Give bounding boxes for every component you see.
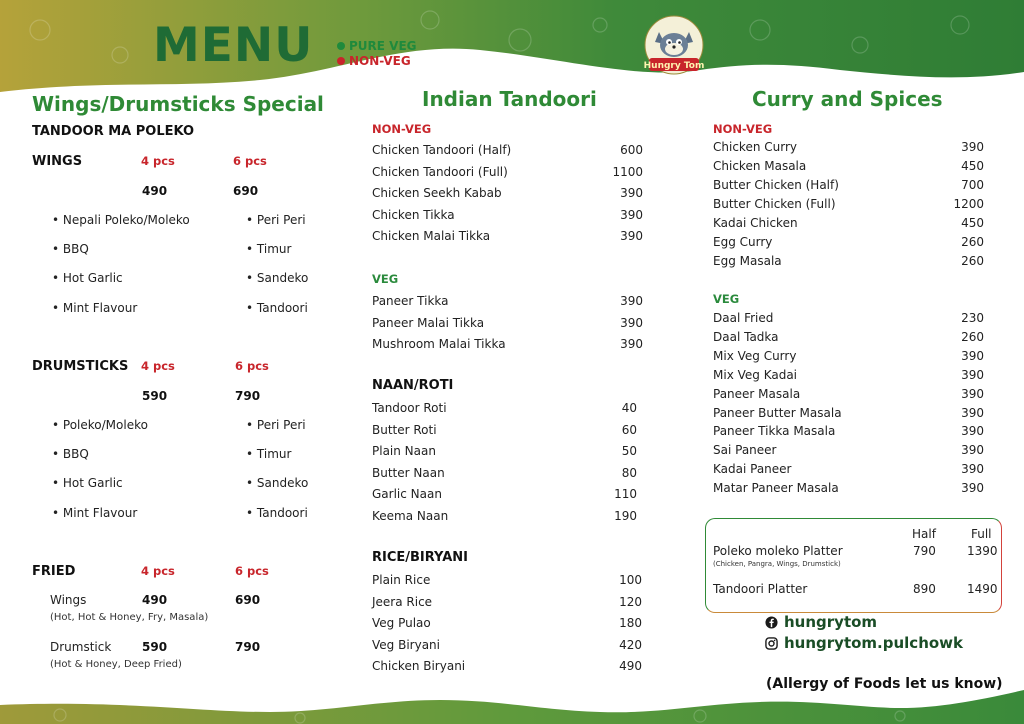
menu-item-row xyxy=(372,467,637,479)
menu-item-name: Paneer Malai Tikka xyxy=(372,315,485,330)
menu-item-name: Chicken Tikka xyxy=(372,207,455,222)
fried-item-price-6: 790 xyxy=(235,640,261,654)
wings-flavour-item: • Sandeko xyxy=(246,271,309,285)
menu-item-row xyxy=(713,463,984,475)
menu-item-price: 1100 xyxy=(612,164,643,179)
menu-item-name: Chicken Malai Tikka xyxy=(372,229,491,244)
menu-item-name: Sai Paneer xyxy=(713,443,777,458)
wings-flavour-item: • Mint Flavour xyxy=(52,301,138,315)
wings-flavour-item: • Hot Garlic xyxy=(52,271,123,285)
nonveg-dot-icon xyxy=(337,57,345,65)
menu-item-price: 390 xyxy=(961,367,984,382)
drumsticks-flavour-item: • Sandeko xyxy=(246,476,309,490)
menu-item-price: 60 xyxy=(621,422,637,437)
menu-item-price: 230 xyxy=(961,311,984,325)
menu-item-price: 260 xyxy=(961,235,984,249)
menu-item-row xyxy=(713,312,984,324)
menu-item-price: 390 xyxy=(961,481,984,496)
curry-section-title: Curry and Spices xyxy=(752,87,943,111)
menu-item-row xyxy=(713,350,984,362)
menu-item-price: 390 xyxy=(620,337,643,351)
wings-flavour-item: • Nepali Poleko/Moleko xyxy=(52,213,190,227)
menu-item-price: 420 xyxy=(619,637,642,652)
menu-item-name: Keema Naan xyxy=(372,509,449,523)
instagram-icon xyxy=(765,637,778,650)
menu-item-name: Chicken Seekh Kabab xyxy=(372,186,502,201)
tandoori-section-title: Indian Tandoori xyxy=(422,87,597,111)
menu-item-name: Veg Biryani xyxy=(372,637,440,652)
wings-flavour-item: • Timur xyxy=(246,242,292,256)
menu-item-row xyxy=(713,331,984,343)
menu-item-row xyxy=(372,338,643,350)
menu-item-name: Mushroom Malai Tikka xyxy=(372,337,506,351)
menu-item-price: 180 xyxy=(619,616,642,631)
instagram-handle-text: hungrytom.pulchowk xyxy=(784,634,964,652)
facebook-handle-text: hungrytom xyxy=(784,613,878,631)
legend-nonveg-label: NON-VEG xyxy=(349,54,411,68)
rice-biryani-heading: RICE/BIRYANI xyxy=(372,550,469,565)
menu-item-name: Tandoor Roti xyxy=(372,401,447,415)
menu-item-name: Daal Fried xyxy=(713,311,774,325)
menu-item-name: Kadai Paneer xyxy=(713,462,792,477)
fried-item-note: (Hot & Honey, Deep Fried) xyxy=(50,659,182,670)
drumsticks-price-6: 790 xyxy=(235,389,261,403)
menu-item-price: 390 xyxy=(620,315,643,330)
platter-name: Poleko moleko Platter xyxy=(713,544,843,558)
tom-cat-logo-icon xyxy=(641,14,707,76)
menu-item-name: Paneer Masala xyxy=(713,386,801,401)
wings-qty-6: 6 pcs xyxy=(233,154,267,168)
menu-item-name: Paneer Tikka xyxy=(372,294,449,308)
fried-qty-4: 4 pcs xyxy=(141,564,175,578)
menu-item-row xyxy=(713,160,984,172)
platter-col-full: Full xyxy=(971,527,992,541)
menu-item-price: 100 xyxy=(619,573,642,587)
menu-item-price: 390 xyxy=(620,207,643,222)
menu-item-price: 450 xyxy=(961,216,984,230)
wings-section-title: Wings/Drumsticks Special xyxy=(32,92,324,116)
menu-item-price: 40 xyxy=(621,401,637,415)
menu-item-name: Chicken Tandoori (Half) xyxy=(372,143,512,157)
platter-price-full: 1490 xyxy=(967,582,998,596)
facebook-icon xyxy=(765,616,778,629)
menu-item-price: 390 xyxy=(961,443,984,458)
drumsticks-flavour-item: • BBQ xyxy=(52,447,89,461)
wings-label: WINGS xyxy=(32,154,83,169)
wings-qty-4: 4 pcs xyxy=(141,154,175,168)
allergy-note: (Allergy of Foods let us know) xyxy=(766,676,1003,692)
platter-col-half: Half xyxy=(912,527,936,541)
menu-item-name: Butter Roti xyxy=(372,422,437,437)
menu-item-row xyxy=(372,402,637,414)
menu-item-name: Butter Chicken (Half) xyxy=(713,178,839,192)
menu-item-price: 50 xyxy=(621,444,637,459)
menu-item-name: Chicken Tandoori (Full) xyxy=(372,164,508,179)
menu-item-price: 390 xyxy=(620,229,643,244)
platter-price-half: 890 xyxy=(913,582,936,596)
menu-item-name: Mix Veg Kadai xyxy=(713,367,798,382)
menu-item-row xyxy=(372,488,637,500)
menu-item-price: 390 xyxy=(961,405,984,420)
tandoori-veg-label: VEG xyxy=(372,272,399,286)
menu-item-price: 110 xyxy=(614,487,637,502)
menu-item-price: 190 xyxy=(614,509,637,523)
menu-item-name: Veg Pulao xyxy=(372,616,431,631)
menu-item-row xyxy=(713,444,984,456)
menu-item-name: Jeera Rice xyxy=(372,594,433,609)
menu-item-name: Daal Tadka xyxy=(713,329,779,344)
menu-item-row xyxy=(372,187,643,199)
menu-item-row xyxy=(372,209,643,221)
menu-item-row xyxy=(713,198,984,210)
menu-item-price: 80 xyxy=(621,465,637,480)
menu-item-row xyxy=(372,317,643,329)
menu-item-name: Egg Masala xyxy=(713,254,782,268)
menu-item-price: 120 xyxy=(619,594,642,609)
menu-item-price: 1200 xyxy=(953,197,984,211)
platter-note: (Chicken, Pangra, Wings, Drumstick) xyxy=(713,560,841,568)
menu-item-row xyxy=(372,510,637,522)
drumsticks-flavour-item: • Poleko/Moleko xyxy=(52,418,148,432)
facebook-handle[interactable] xyxy=(765,615,877,630)
menu-title: MENU xyxy=(153,18,314,73)
tandoor-subtitle: TANDOOR MA POLEKO xyxy=(32,124,195,139)
menu-item-row xyxy=(713,236,984,248)
menu-item-row xyxy=(372,596,642,608)
platter-name: Tandoori Platter xyxy=(713,582,808,596)
menu-item-name: Plain Rice xyxy=(372,573,431,587)
wings-price-4: 490 xyxy=(142,184,168,198)
wings-flavour-item: • BBQ xyxy=(52,242,89,256)
wings-price-6: 690 xyxy=(233,184,259,198)
curry-veg-label: VEG xyxy=(713,292,740,306)
menu-item-row xyxy=(372,639,642,651)
fried-item-name: Drumstick xyxy=(50,640,112,654)
drumsticks-label: DRUMSTICKS xyxy=(32,359,129,374)
menu-item-price: 600 xyxy=(620,143,643,157)
drumsticks-flavour-item: • Tandoori xyxy=(246,506,308,520)
platter-price-full: 1390 xyxy=(967,544,998,558)
fried-item-price-4: 590 xyxy=(142,640,168,654)
menu-item-row xyxy=(372,295,643,307)
drumsticks-flavour-item: • Mint Flavour xyxy=(52,506,138,520)
veg-dot-icon xyxy=(337,42,345,50)
wings-flavour-item: • Tandoori xyxy=(246,301,308,315)
naan-roti-heading: NAAN/ROTI xyxy=(372,378,454,393)
menu-item-row xyxy=(372,574,642,586)
menu-item-name: Egg Curry xyxy=(713,235,773,249)
platter-price-half: 790 xyxy=(913,544,936,558)
menu-item-price: 390 xyxy=(961,386,984,401)
tandoori-nonveg-label: NON-VEG xyxy=(372,122,432,136)
menu-item-row xyxy=(372,230,643,242)
menu-item-price: 490 xyxy=(619,659,642,674)
menu-item-price: 390 xyxy=(961,348,984,363)
drumsticks-price-4: 590 xyxy=(142,389,168,403)
menu-item-name: Matar Paneer Masala xyxy=(713,481,839,496)
menu-item-row xyxy=(713,425,984,437)
menu-item-row xyxy=(713,388,984,400)
menu-item-name: Mix Veg Curry xyxy=(713,348,797,363)
instagram-handle[interactable] xyxy=(765,636,963,651)
fried-qty-6: 6 pcs xyxy=(235,564,269,578)
menu-item-row xyxy=(713,407,984,419)
menu-item-price: 390 xyxy=(961,462,984,477)
legend-non-veg xyxy=(337,55,411,67)
menu-item-name: Chicken Masala xyxy=(713,159,807,173)
menu-item-name: Garlic Naan xyxy=(372,487,442,502)
menu-item-name: Butter Naan xyxy=(372,465,445,480)
menu-item-price: 390 xyxy=(620,186,643,201)
fried-item-price-4: 490 xyxy=(142,593,168,607)
menu-item-name: Plain Naan xyxy=(372,444,436,459)
menu-item-name: Butter Chicken (Full) xyxy=(713,197,836,211)
fried-item-name: Wings xyxy=(50,593,87,607)
menu-item-row xyxy=(713,369,984,381)
menu-item-price: 450 xyxy=(961,159,984,173)
menu-item-name: Chicken Curry xyxy=(713,140,797,154)
menu-item-row xyxy=(372,144,643,156)
menu-item-row xyxy=(713,141,984,153)
drumsticks-flavour-item: • Timur xyxy=(246,447,292,461)
menu-item-price: 700 xyxy=(961,178,984,192)
menu-item-price: 260 xyxy=(961,329,984,344)
menu-item-row xyxy=(372,424,637,436)
curry-nonveg-label: NON-VEG xyxy=(713,122,773,136)
fried-item-price-6: 690 xyxy=(235,593,261,607)
svg-text:Hungry Tom: Hungry Tom xyxy=(643,61,705,71)
menu-item-price: 390 xyxy=(961,140,984,154)
drumsticks-flavour-item: • Hot Garlic xyxy=(52,476,123,490)
menu-item-price: 260 xyxy=(961,254,984,268)
menu-item-row xyxy=(713,482,984,494)
menu-item-name: Kadai Chicken xyxy=(713,216,798,230)
drumsticks-qty-4: 4 pcs xyxy=(141,359,175,373)
menu-item-name: Paneer Tikka Masala xyxy=(713,424,836,439)
menu-item-row xyxy=(372,166,643,178)
menu-item-name: Chicken Biryani xyxy=(372,659,466,674)
menu-item-row xyxy=(713,255,984,267)
legend-pure-veg xyxy=(337,40,417,52)
menu-item-name: Paneer Butter Masala xyxy=(713,405,842,420)
menu-item-price: 390 xyxy=(620,294,643,308)
menu-item-row xyxy=(372,617,642,629)
drumsticks-flavour-item: • Peri Peri xyxy=(246,418,306,432)
menu-item-row xyxy=(713,217,984,229)
menu-item-row xyxy=(372,445,637,457)
wings-flavour-item: • Peri Peri xyxy=(246,213,306,227)
menu-item-price: 390 xyxy=(961,424,984,439)
fried-label: FRIED xyxy=(32,564,76,579)
menu-item-row xyxy=(713,179,984,191)
legend-veg-label: PURE VEG xyxy=(349,39,417,53)
drumsticks-qty-6: 6 pcs xyxy=(235,359,269,373)
fried-item-note: (Hot, Hot & Honey, Fry, Masala) xyxy=(50,612,209,623)
menu-item-row xyxy=(372,660,642,672)
